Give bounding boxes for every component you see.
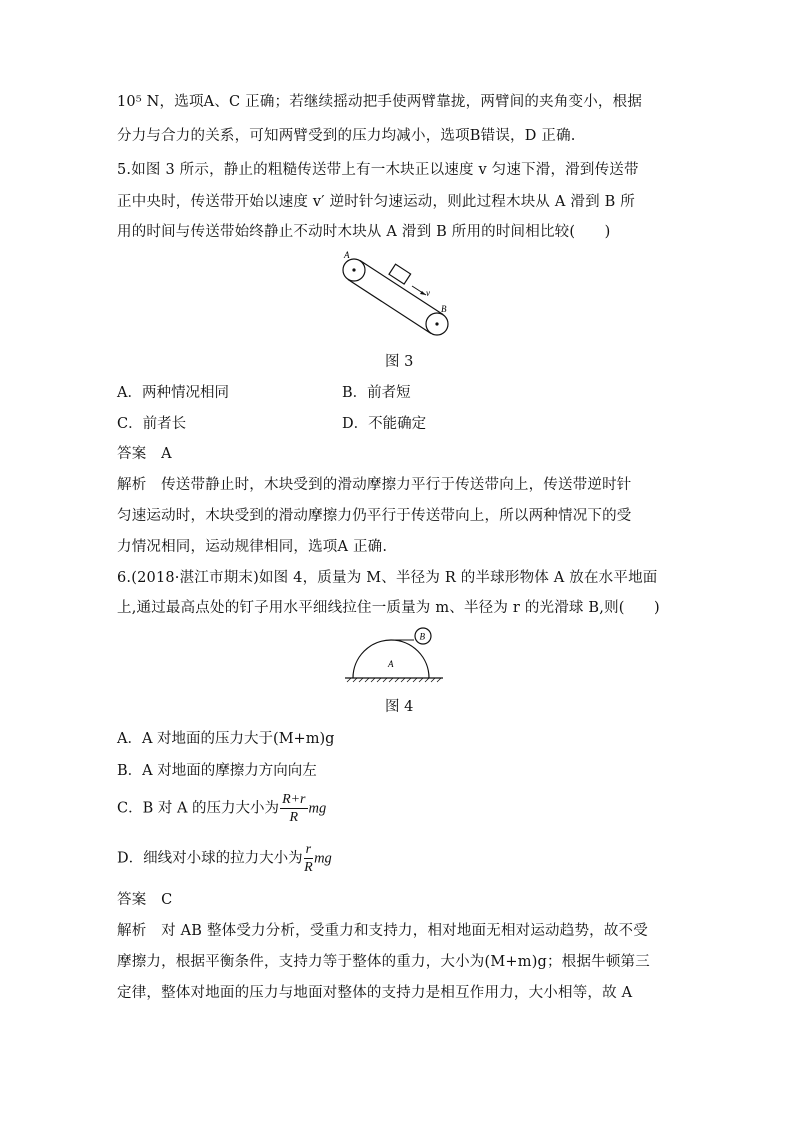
- q6-analysis-line-1: 解析 对 AB 整体受力分析，受重力和支持力，相对地面无相对运动趋势，故不受: [117, 923, 648, 939]
- q6-option-c-denominator: R: [289, 810, 299, 825]
- q5-option-a: A．两种情况相同: [117, 385, 229, 401]
- label-a: A: [344, 250, 350, 260]
- q6-stem-line-2: 上,通过最高点处的钉子用水平细线拉住一质量为 m、半径为 r 的光滑球 B,则( ): [117, 600, 660, 616]
- label-ball-b: B: [419, 631, 425, 642]
- q6-option-d-numerator: r: [305, 842, 312, 857]
- figure-4-caption: 图 4: [385, 699, 414, 715]
- q5-stem-line-1: 5.如图 3 所示，静止的粗糙传送带上有一木块正以速度 v 匀速下滑，滑到传送带: [117, 162, 639, 178]
- q6-option-d-denominator: R: [304, 860, 313, 875]
- q6-option-d-suffix: mg: [314, 850, 332, 867]
- q6-option-b: B．A 对地面的摩擦力方向向左: [117, 763, 317, 779]
- label-v: v: [426, 288, 430, 298]
- q6-analysis-line-2: 摩擦力，根据平衡条件，支持力等于整体的重力，大小为(M+m)g；根据牛顿第三: [117, 954, 650, 970]
- belt-bottom: [348, 280, 431, 334]
- q6-option-c-suffix: mg: [308, 800, 327, 817]
- q6-analysis-line-3: 定律，整体对地面的压力与地面对整体的支持力是相互作用力，大小相等，故 A: [117, 985, 633, 1001]
- q5-option-d: D．不能确定: [342, 416, 427, 432]
- label-hemisphere-a: A: [388, 659, 394, 669]
- q5-analysis-line-3: 力情况相同，运动规律相同，选项A 正确.: [117, 539, 388, 555]
- q6-option-a: A．A 对地面的压力大于(M+m)g: [117, 731, 335, 747]
- q6-option-c-prefix: C．B 对 A 的压力大小为: [117, 800, 280, 817]
- pulley-b-axle: [435, 322, 438, 325]
- q5-answer: 答案 A: [117, 446, 172, 462]
- q5-option-b: B．前者短: [342, 385, 411, 401]
- figure-3-conveyor-diagram: [330, 248, 460, 343]
- q6-option-c-fraction: [280, 791, 307, 826]
- text-line-2: 分力与合力的关系，可知两臂受到的压力均减小，选项B错误，D 正确.: [117, 128, 576, 144]
- q5-stem-line-3: 用的时间与传送带始终静止不动时木块从 A 滑到 B 所用的时间相比较( ): [117, 224, 611, 240]
- figure-4-hemisphere-diagram: [343, 624, 447, 686]
- q5-option-c: C．前者长: [117, 416, 187, 432]
- q6-option-d: [117, 841, 332, 876]
- q6-option-c: [117, 791, 326, 826]
- q6-option-c-numerator: R+r: [282, 792, 306, 807]
- q5-analysis-line-2: 匀速运动时，木块受到的滑动摩擦力仍平行于传送带向上，所以两种情况下的受: [117, 508, 632, 524]
- q6-option-d-fraction: [304, 841, 313, 876]
- q6-option-d-prefix: D．细线对小球的拉力大小为: [117, 850, 303, 867]
- q6-stem-line-1: 6.(2018·湛江市期末)如图 4，质量为 M、半径为 R 的半球形物体 A 放在水平地面: [117, 570, 658, 586]
- q5-stem-line-2: 正中央时，传送带开始以速度 v′ 逆时针匀速运动，则此过程木块从 A 滑到 B 所: [117, 194, 635, 210]
- label-b: B: [441, 304, 447, 314]
- figure-3-caption: 图 3: [385, 354, 414, 370]
- text-line-1: 10⁵ N，选项A、C 正确；若继续摇动把手使两臂靠拢，两臂间的夹角变小，根据: [117, 94, 643, 110]
- q6-answer: 答案 C: [117, 892, 173, 908]
- pulley-a-axle: [352, 268, 355, 271]
- q5-analysis-line-1: 解析 传送带静止时，木块受到的滑动摩擦力平行于传送带向上，传送带逆时针: [117, 477, 632, 493]
